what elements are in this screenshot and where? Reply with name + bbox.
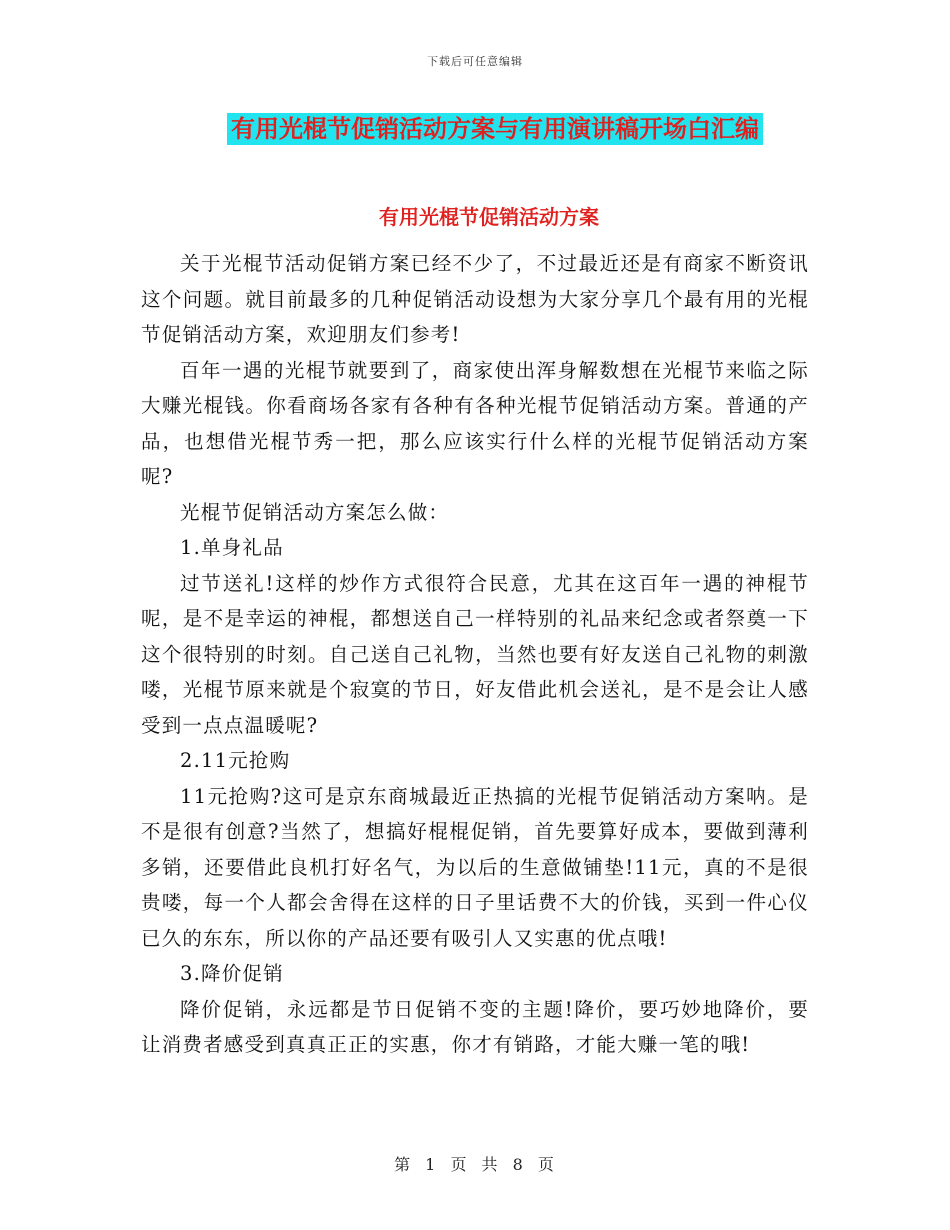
header-note: 下载后可任意编辑 <box>427 55 523 68</box>
page-footer: 第 1 页 共 8 页 <box>394 1155 556 1174</box>
list-heading: 1.单身礼品 <box>180 536 284 559</box>
list-heading: 2.11元抢购 <box>180 749 291 772</box>
paragraph: 11元抢购?这可是京东商城最近正热搞的光棍节促销活动方案呐。是不是很有创意?当然了，想搞好棍棍促销，首先要算好成本，要做到薄利多销，还要借此良机打好名气，为以后的生意做铺垫!11元，真的不是很贵喽，每一个人都会舍得在这样的日子里话费不大的价钱，买到一件心仪已久的东东，所以你的产品还要有吸引人又实惠的优点哦! <box>141 784 809 950</box>
paragraph: 关于光棍节活动促销方案已经不少了，不过最近还是有商家不断资讯这个问题。就目前最多的几种促销活动设想为大家分享几个最有用的光棍节促销活动方案，欢迎朋友们参考! <box>141 252 809 346</box>
paragraph: 过节送礼!这样的炒作方式很符合民意，尤其在这百年一遇的神棍节呢，是不是幸运的神棍，都想送自己一样特别的礼品来纪念或者祭奠一下这个很特别的时刻。自己送自己礼物，当然也要有好友送自己礼物的刺激喽，光棍节原来就是个寂寞的节日，好友借此机会送礼，是不是会让人感受到一点点温暖呢? <box>141 571 809 737</box>
paragraph: 降价促销，永远都是节日促销不变的主题!降价，要巧妙地降价，要让消费者感受到真真正正的实惠，你才有销路，才能大赚一笔的哦! <box>141 997 809 1056</box>
main-title-wrap <box>0 113 950 145</box>
list-heading: 3.降价促销 <box>180 962 284 985</box>
paragraph: 百年一遇的光棍节就要到了，商家使出浑身解数想在光棍节来临之际大赚光棍钱。你看商场各家有各种有各种光棍节促销活动方案。普通的产品，也想借光棍节秀一把，那么应该实行什么样的光棍节促销活动方案呢? <box>141 358 809 488</box>
section-title: 有用光棍节促销活动方案 <box>379 205 599 229</box>
paragraph: 光棍节促销活动方案怎么做： <box>180 500 450 524</box>
document-body <box>141 246 809 1063</box>
main-title: 有用光棍节促销活动方案与有用演讲稿开场白汇编 <box>227 113 763 145</box>
